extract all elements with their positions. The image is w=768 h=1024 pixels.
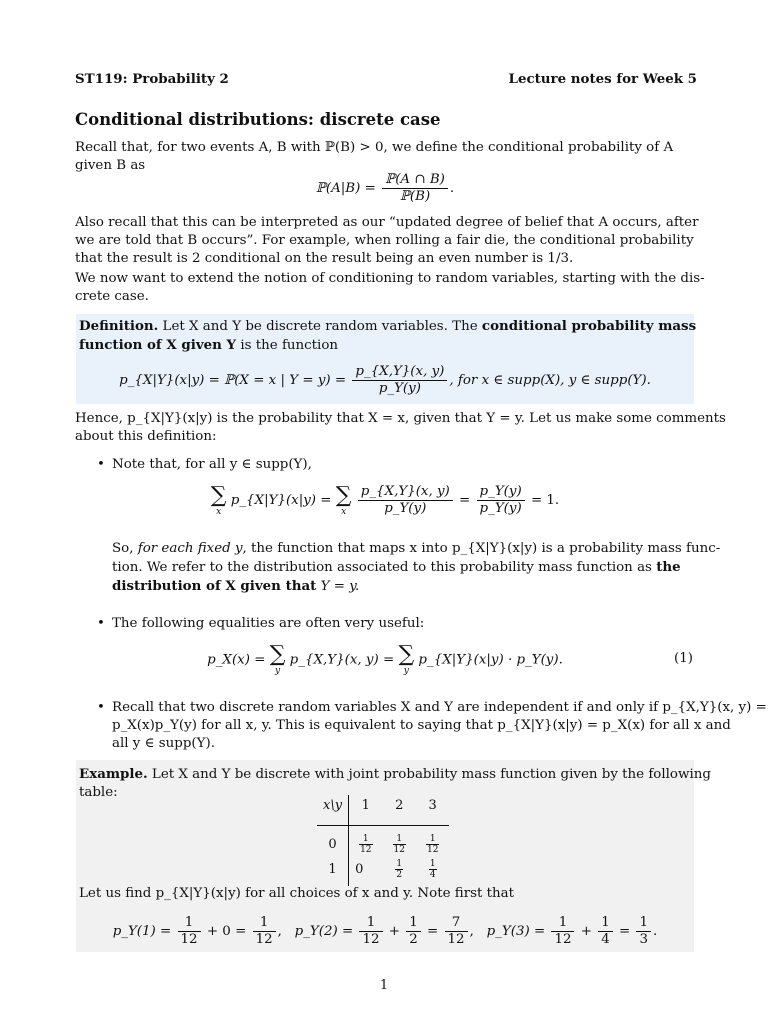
bullet1-intro: Note that, for all y ∈ supp(Y), (112, 457, 312, 472)
course-title: ST119: Probability 2 (75, 71, 229, 87)
section-title: Conditional distributions: discrete case (75, 110, 441, 129)
bullet1-explanation: So, for each fixed y, the function that maps x into p_{X|Y}(x|y) is a probability mass func- tion. We refer to the distribution associated to this probability mass function as the distribution of X given that Y = y. (112, 541, 721, 594)
bullet3-text: Recall that two discrete random variables X and Y are independent if and only if p_{X,Y}(x, y) = p_X(x)p_Y(y) for all x, y. This is equivalent to saying that p_{X|Y}(x|y) = p_X(x) for all x and all y ∈ supp(Y). (112, 700, 767, 751)
example-intro: Example. Let X and Y be discrete with joint probability mass function given by the following table: (79, 766, 711, 800)
cond-prob-equation: ℙ(A|B) = $\frac{\text{ℙ(A ∩ B)}}{\text{ℙ(B)}}$ . (315, 172, 455, 204)
bullet-marker: • (97, 700, 105, 715)
extend-paragraph: We now want to extend the notion of conditioning to random variables, starting with the dis- crete case. (75, 271, 705, 304)
table-row: 1 0 $\frac{1}{2}$ $\frac{1}{4}$ (317, 857, 449, 886)
recall-paragraph: Also recall that this can be interpreted as our “updated degree of belief that A occurs, after we are told that B occurs”. For example, when rolling a fair die, the conditional probability that the result is 2 conditional on the result being an even number is 1/3. (75, 215, 699, 266)
intro-paragraph: Recall that, for two events A, B with ℙ(B) > 0, we define the conditional probability of A given B as (75, 140, 674, 173)
equation-number: (1) (674, 651, 693, 666)
definition-equation: p_{X|Y}(x|y) = ℙ(X = x | Y = y) = $\frac{p\_\{X,Y\}(x, y)}{p\_Y(y)}$ , for x ∈ supp(X), y ∈ supp(Y). (119, 364, 651, 396)
week-label: Lecture notes for Week 5 (508, 71, 697, 87)
bullet-marker: • (97, 616, 105, 631)
marginal-py-equations: p_Y(1) = $\frac{1}{12}$ + 0 = $\frac{1}{12}$ , p_Y(2) = $\frac{1}{12}$ + $\frac{1}{2}$ = $\frac{7}{12}$ , p_Y(3) = $\frac{1}{12}$ + $\frac{1}{4}$ = $\frac{1}{3}$ . (112, 915, 658, 947)
table-corner: x\y (317, 795, 349, 826)
sum-equals-one-equation: ∑ x p_{X|Y}(x|y) = ∑ x $\frac{p\_\{X,Y\}(x, y)}{p\_Y(y)}$ = $\frac{p\_Y(y)}{p\_Y(y)}$ = 1. (210, 482, 560, 517)
definition-text: Definition. Let X and Y be discrete random variables. The conditional probability mass function of X given Y is the function (79, 318, 697, 353)
example-find-line: Let us find p_{X|Y}(x|y) for all choices of x and y. Note first that (79, 886, 514, 901)
joint-pmf-table (317, 795, 449, 886)
page-number: 1 (379, 978, 389, 993)
table-col-header: 1 (349, 795, 383, 826)
bullet-marker: • (97, 457, 105, 472)
marginal-equation: p_X(x) = ∑ y p_{X,Y}(x, y) = ∑ y p_{X|Y}(x|y) · p_Y(y). (207, 642, 563, 676)
bullet2-intro: The following equalities are often very useful: (112, 616, 425, 631)
table-col-header: 3 (416, 795, 449, 826)
table-col-header: 2 (383, 795, 416, 826)
hence-paragraph: Hence, p_{X|Y}(x|y) is the probability that X = x, given that Y = y. Let us make some comments about this definition: (75, 411, 726, 444)
table-row: 0 $\frac{1}{12}$ $\frac{1}{12}$ $\frac{1}{12}$ (317, 826, 449, 858)
